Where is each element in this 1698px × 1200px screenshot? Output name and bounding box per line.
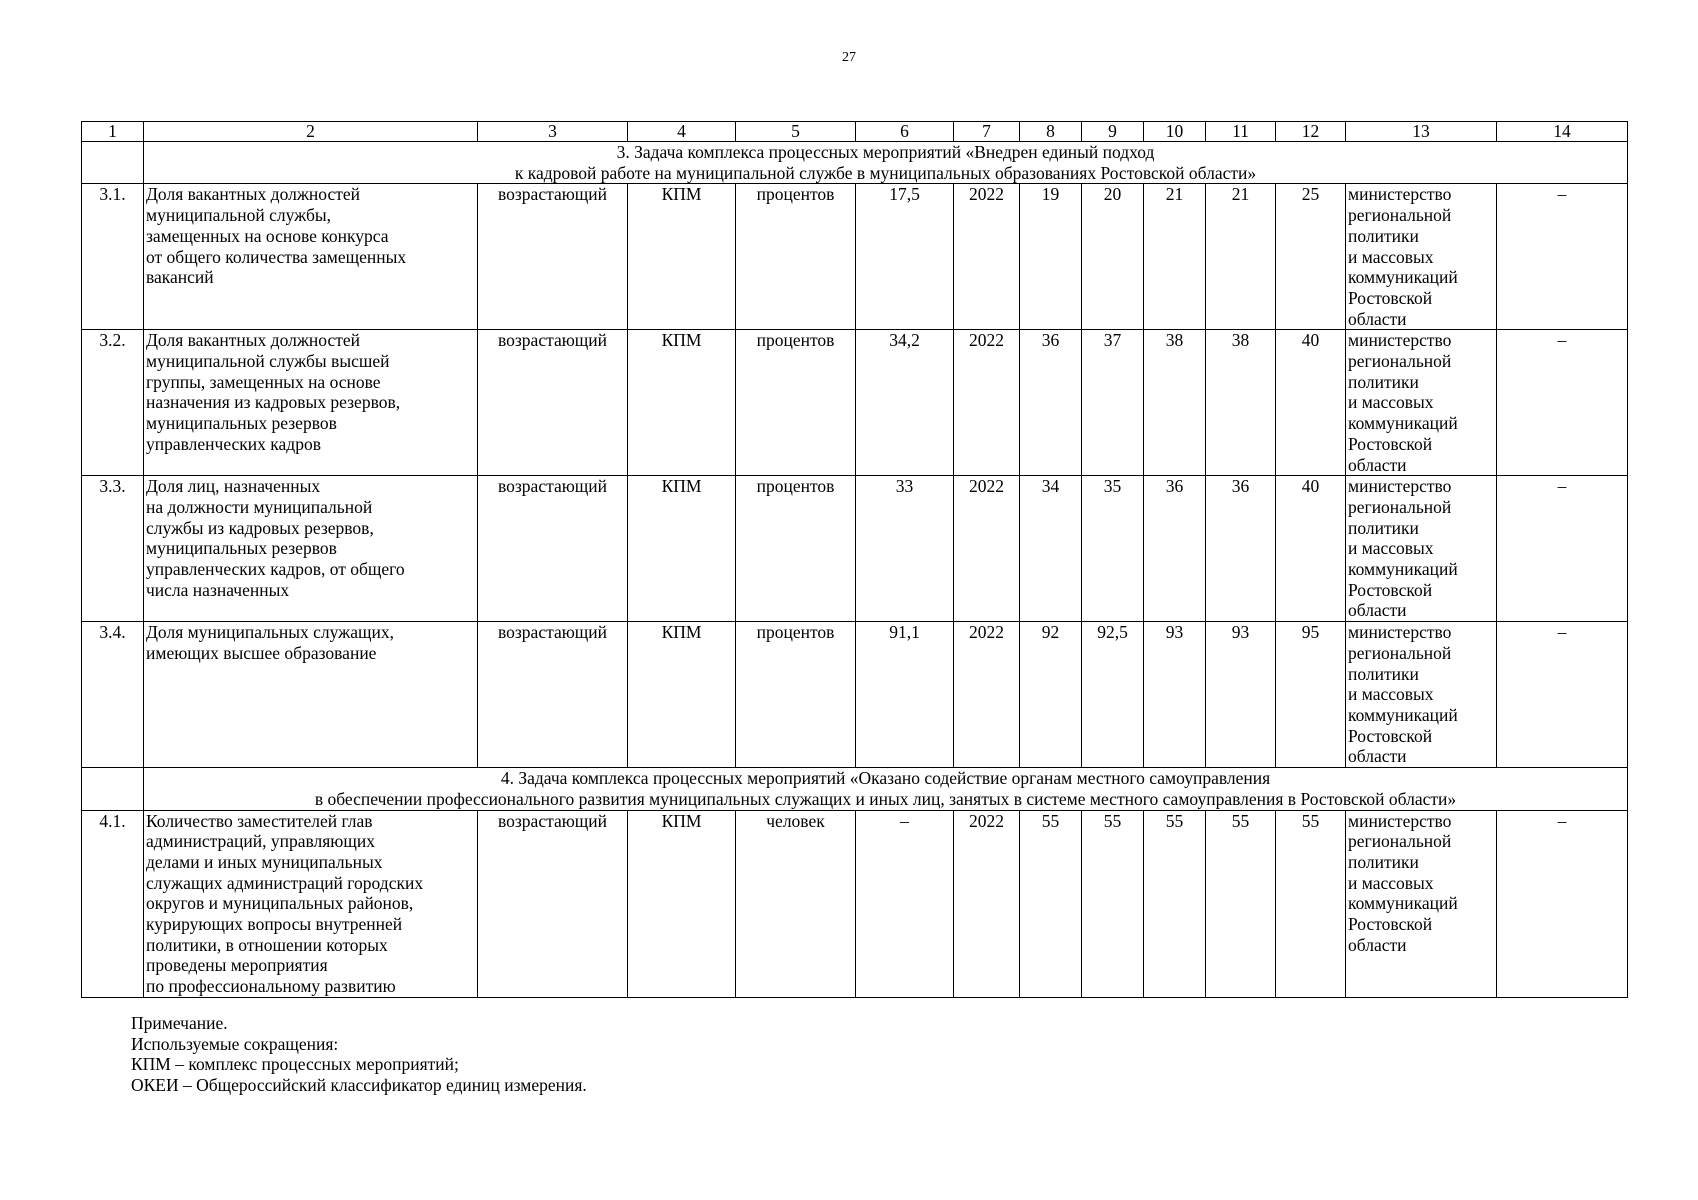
- notes-line: КПМ – комплекс процессных мероприятий;: [131, 1054, 459, 1074]
- column-number: 2: [144, 122, 478, 142]
- unit-of-measure: процентов: [736, 476, 856, 622]
- base-value: 91,1: [856, 622, 954, 768]
- row-number: 4.1.: [82, 810, 144, 997]
- indicators-table: [81, 121, 1628, 998]
- responsible-body: министерство региональной политики и массовых коммуникаций Ростовской области: [1346, 330, 1497, 476]
- base-value: 33: [856, 476, 954, 622]
- task-3-row: [82, 142, 1628, 184]
- notes: [131, 1013, 587, 1095]
- value-year-5: 40: [1276, 330, 1346, 476]
- table-row: [82, 476, 1628, 622]
- row-number: 3.1.: [82, 184, 144, 330]
- base-year: 2022: [954, 330, 1020, 476]
- base-year: 2022: [954, 810, 1020, 997]
- value-year-3: 55: [1144, 810, 1206, 997]
- base-value: –: [856, 810, 954, 997]
- trend-type: возрастающий: [478, 330, 628, 476]
- row-number: 3.2.: [82, 330, 144, 476]
- column-number: 5: [736, 122, 856, 142]
- column-number: 13: [1346, 122, 1497, 142]
- base-year: 2022: [954, 184, 1020, 330]
- table-row: [82, 622, 1628, 768]
- table-row: [82, 184, 1628, 330]
- table-row: [82, 810, 1628, 997]
- unit-of-measure: процентов: [736, 622, 856, 768]
- value-year-4: 21: [1206, 184, 1276, 330]
- unit-of-measure: процентов: [736, 330, 856, 476]
- value-year-4: 93: [1206, 622, 1276, 768]
- unit-of-measure: человек: [736, 810, 856, 997]
- related-indicator: –: [1497, 476, 1628, 622]
- column-number: 4: [628, 122, 736, 142]
- column-number: 12: [1276, 122, 1346, 142]
- base-value: 17,5: [856, 184, 954, 330]
- value-year-4: 36: [1206, 476, 1276, 622]
- indicator-level: КПМ: [628, 622, 736, 768]
- row-number: 3.4.: [82, 622, 144, 768]
- value-year-4: 55: [1206, 810, 1276, 997]
- responsible-body: министерство региональной политики и массовых коммуникаций Ростовской области: [1346, 622, 1497, 768]
- column-number: 6: [856, 122, 954, 142]
- column-number: 1: [82, 122, 144, 142]
- indicator-level: КПМ: [628, 330, 736, 476]
- value-year-2: 92,5: [1082, 622, 1144, 768]
- row-number: 3.3.: [82, 476, 144, 622]
- page-number: 27: [842, 50, 856, 65]
- notes-line: ОКЕИ – Общероссийский классификатор единиц измерения.: [131, 1074, 587, 1095]
- trend-type: возрастающий: [478, 476, 628, 622]
- responsible-body: министерство региональной политики и массовых коммуникаций Ростовской области: [1346, 476, 1497, 622]
- column-number: 11: [1206, 122, 1276, 142]
- related-indicator: –: [1497, 622, 1628, 768]
- value-year-3: 93: [1144, 622, 1206, 768]
- table-row: [82, 330, 1628, 476]
- related-indicator: –: [1497, 184, 1628, 330]
- indicator-name: Доля муниципальных служащих, имеющих высшее образование: [144, 622, 478, 768]
- value-year-4: 38: [1206, 330, 1276, 476]
- value-year-2: 35: [1082, 476, 1144, 622]
- related-indicator: –: [1497, 810, 1628, 997]
- value-year-5: 40: [1276, 476, 1346, 622]
- value-year-1: 55: [1020, 810, 1082, 997]
- value-year-1: 36: [1020, 330, 1082, 476]
- task-3-title: 3. Задача комплекса процессных мероприятий «Внедрен единый подход к кадровой работе на муниципальной службе в муниципальных образованиях Ростовской области»: [144, 142, 1628, 184]
- unit-of-measure: процентов: [736, 184, 856, 330]
- task-4-title: 4. Задача комплекса процессных мероприятий «Оказано содействие органам местного самоуправления в обеспечении профессионального развития муниципальных служащих и иных лиц, занятых в системе местного самоуправления в Ростовской области»: [144, 768, 1628, 810]
- value-year-3: 21: [1144, 184, 1206, 330]
- column-number: 10: [1144, 122, 1206, 142]
- value-year-3: 36: [1144, 476, 1206, 622]
- column-number-row: [82, 122, 1628, 142]
- value-year-5: 25: [1276, 184, 1346, 330]
- base-year: 2022: [954, 622, 1020, 768]
- value-year-1: 19: [1020, 184, 1082, 330]
- notes-title: Примечание.: [131, 1013, 228, 1033]
- indicator-level: КПМ: [628, 184, 736, 330]
- indicator-name: Доля вакантных должностей муниципальной службы, замещенных на основе конкурса от общего количества замещенных вакансий: [144, 184, 478, 330]
- indicator-name: Доля вакантных должностей муниципальной службы высшей группы, замещенных на основе назначения из кадровых резервов, муниципальных резервов управленческих кадров: [144, 330, 478, 476]
- responsible-body: министерство региональной политики и массовых коммуникаций Ростовской области: [1346, 184, 1497, 330]
- trend-type: возрастающий: [478, 622, 628, 768]
- value-year-1: 92: [1020, 622, 1082, 768]
- trend-type: возрастающий: [478, 184, 628, 330]
- column-number: 9: [1082, 122, 1144, 142]
- value-year-5: 95: [1276, 622, 1346, 768]
- indicator-name: Количество заместителей глав администраций, управляющих делами и иных муниципальных служащих администраций городских округов и муниципальных районов, курирующих вопросы внутренней политики, в отношении которых проведены мероприятия по профессиональному развитию: [144, 810, 478, 997]
- indicator-level: КПМ: [628, 810, 736, 997]
- column-number: 7: [954, 122, 1020, 142]
- indicator-name: Доля лиц, назначенных на должности муниципальной службы из кадровых резервов, муниципальных резервов управленческих кадров, от общего числа назначенных: [144, 476, 478, 622]
- column-number: 14: [1497, 122, 1628, 142]
- value-year-5: 55: [1276, 810, 1346, 997]
- task-4-row: [82, 768, 1628, 810]
- responsible-body: министерство региональной политики и массовых коммуникаций Ростовской области: [1346, 810, 1497, 997]
- base-value: 34,2: [856, 330, 954, 476]
- value-year-3: 38: [1144, 330, 1206, 476]
- trend-type: возрастающий: [478, 810, 628, 997]
- notes-line: Используемые сокращения:: [131, 1033, 339, 1054]
- value-year-2: 55: [1082, 810, 1144, 997]
- related-indicator: –: [1497, 330, 1628, 476]
- value-year-1: 34: [1020, 476, 1082, 622]
- column-number: 3: [478, 122, 628, 142]
- value-year-2: 37: [1082, 330, 1144, 476]
- column-number: 8: [1020, 122, 1082, 142]
- indicator-level: КПМ: [628, 476, 736, 622]
- value-year-2: 20: [1082, 184, 1144, 330]
- base-year: 2022: [954, 476, 1020, 622]
